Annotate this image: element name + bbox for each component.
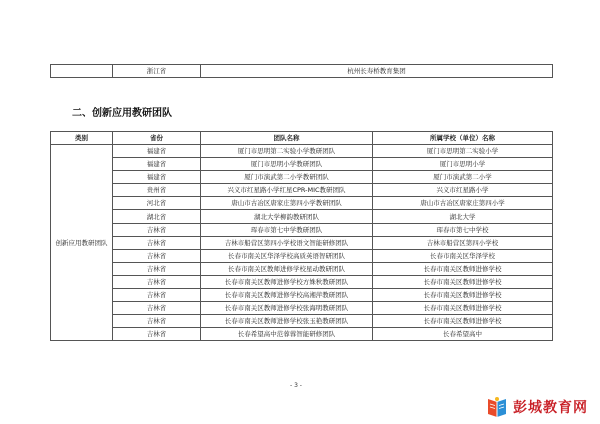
header-category: 类别	[51, 132, 113, 145]
table-row	[51, 328, 553, 341]
table-row	[51, 249, 553, 262]
province-cell: 吉林省	[113, 289, 201, 302]
province-cell: 吉林省	[113, 302, 201, 315]
team-name-cell: 厦门市思明第二实验小学教研团队	[201, 145, 373, 158]
province-cell: 贵州省	[113, 184, 201, 197]
table-row	[51, 171, 553, 184]
province-cell: 福建省	[113, 145, 201, 158]
school-name-cell: 长春市南关区华泽学校	[373, 249, 553, 262]
watermark-text: 彭城教育网	[513, 400, 588, 416]
header-school-name: 所属学校（单位）名称	[373, 132, 553, 145]
table-row	[51, 275, 553, 288]
team-name-cell: 唐山市古冶区唐家庄第四小学教研团队	[201, 197, 373, 210]
team-name-cell: 兴义市红星路小学红星CPR-MIC教研团队	[201, 184, 373, 197]
school-name-cell: 吉林市船营区第四小学校	[373, 236, 553, 249]
continuation-table	[50, 64, 553, 78]
province-cell: 湖北省	[113, 210, 201, 223]
team-table	[50, 131, 553, 341]
team-name-cell: 长春市南关区教师进修学校高湘萍教研团队	[201, 289, 373, 302]
table-row	[51, 210, 553, 223]
school-name-cell: 长春希望高中	[373, 328, 553, 341]
table-row	[51, 145, 553, 158]
province-cell: 吉林省	[113, 275, 201, 288]
province-cell: 河北省	[113, 197, 201, 210]
province-cell: 吉林省	[113, 328, 201, 341]
table-row	[51, 65, 553, 78]
school-name-cell: 长春市南关区教师进修学校	[373, 302, 553, 315]
table-row	[51, 184, 553, 197]
header-team-name: 团队名称	[201, 132, 373, 145]
team-name-cell: 吉林市船营区第四小学校语文智能研修团队	[201, 236, 373, 249]
province-cell: 福建省	[113, 158, 201, 171]
province-cell: 吉林省	[113, 223, 201, 236]
province-cell: 吉林省	[113, 249, 201, 262]
team-name-cell: 长春市南关区教师进修学校星动教研团队	[201, 262, 373, 275]
team-name-cell: 长春市南关区教师进修学校方姝秋教研团队	[201, 275, 373, 288]
school-name-cell: 长春市南关区教师进修学校	[373, 315, 553, 328]
province-cell: 浙江省	[113, 65, 201, 78]
table-row	[51, 158, 553, 171]
watermark-logo	[485, 396, 588, 418]
team-name-cell: 厦门市演武第二小学教研团队	[201, 171, 373, 184]
table-row	[51, 262, 553, 275]
school-name-cell: 湖北大学	[373, 210, 553, 223]
school-name-cell: 兴义市红星路小学	[373, 184, 553, 197]
team-name-cell: 长春市南关区教师进修学校张海明教研团队	[201, 302, 373, 315]
table-row	[51, 302, 553, 315]
header-row	[51, 132, 553, 145]
team-name-cell: 长春市南关区教师进修学校张玉艳教研团队	[201, 315, 373, 328]
team-name-cell: 厦门市思明小学教研团队	[201, 158, 373, 171]
team-name-cell: 长春市南关区华泽学校高质英语智研团队	[201, 249, 373, 262]
category-cell	[51, 65, 113, 78]
school-name-cell: 长春市南关区教师进修学校	[373, 275, 553, 288]
school-name-cell: 厦门市演武第二小学	[373, 171, 553, 184]
province-cell: 福建省	[113, 171, 201, 184]
table-row	[51, 197, 553, 210]
school-name-cell: 唐山市古冶区唐家庄第四小学	[373, 197, 553, 210]
header-province: 省份	[113, 132, 201, 145]
table-row	[51, 315, 553, 328]
category-cell: 创新应用教研团队	[51, 145, 113, 341]
team-name-cell: 湖北大学柳韵教研团队	[201, 210, 373, 223]
page-number: - 3 -	[290, 382, 302, 389]
team-name-cell: 长春希望高中范蓉蓉智能研修团队	[201, 328, 373, 341]
table-row	[51, 289, 553, 302]
province-cell: 吉林省	[113, 262, 201, 275]
table-row	[51, 236, 553, 249]
book-icon	[485, 396, 509, 418]
table-row	[51, 223, 553, 236]
team-cell: 杭州长寿桥教育集团	[201, 65, 553, 78]
province-cell: 吉林省	[113, 315, 201, 328]
school-name-cell: 厦门市思明第二实验小学	[373, 145, 553, 158]
school-name-cell: 厦门市思明小学	[373, 158, 553, 171]
province-cell: 吉林省	[113, 236, 201, 249]
school-name-cell: 长春市南关区教师进修学校	[373, 289, 553, 302]
school-name-cell: 长春市南关区教师进修学校	[373, 262, 553, 275]
section-title: 二、创新应用教研团队	[72, 108, 172, 119]
team-name-cell: 珲春市第七中学教研团队	[201, 223, 373, 236]
school-name-cell: 珲春市第七中学校	[373, 223, 553, 236]
